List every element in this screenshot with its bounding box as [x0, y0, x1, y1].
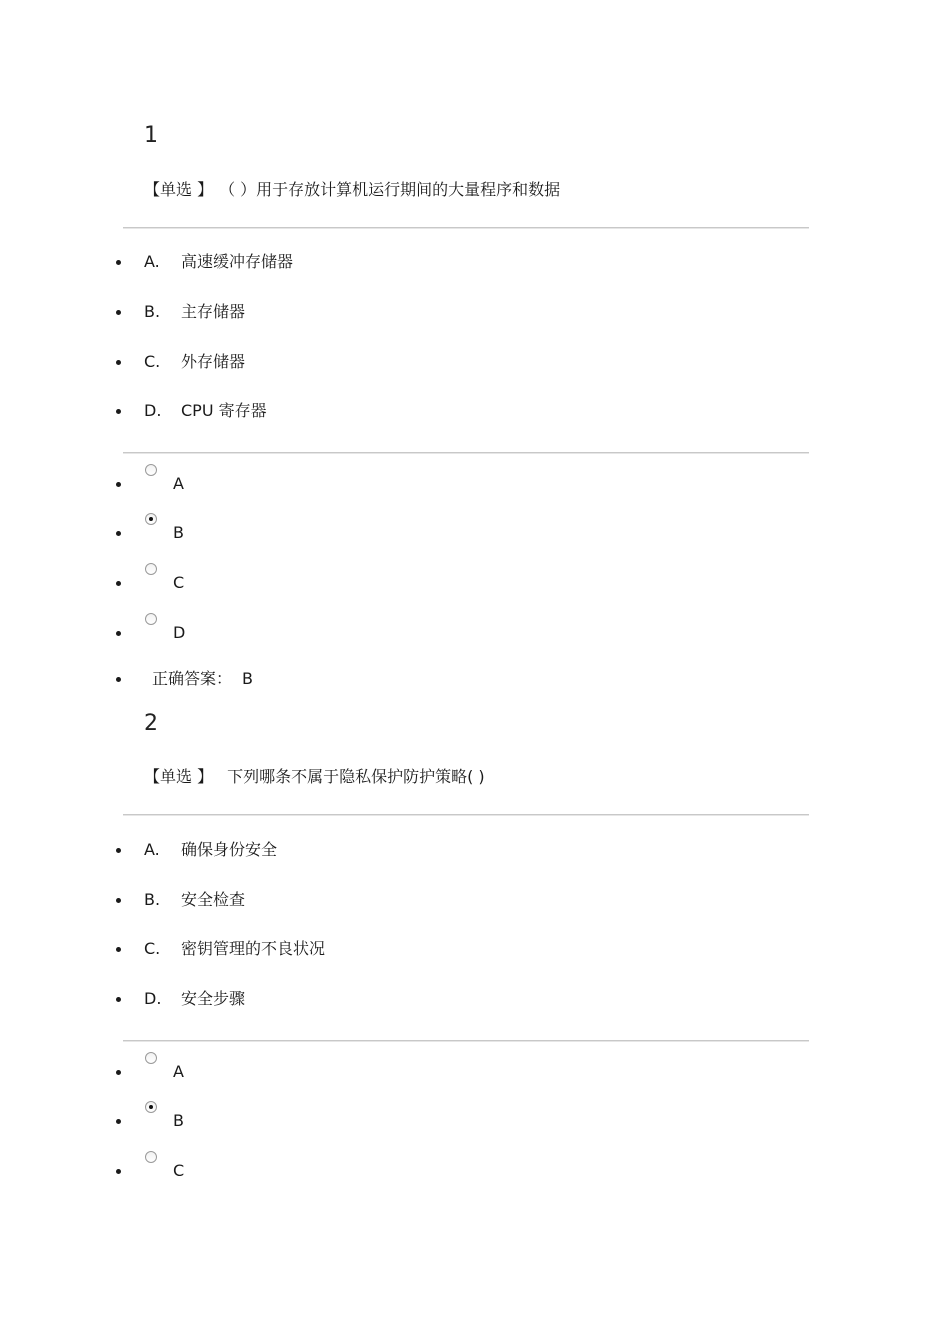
choice-label[interactable]: B: [173, 1111, 184, 1130]
question-type: 【单选 】: [144, 767, 214, 786]
bullet-icon: [116, 409, 121, 414]
question-stem: [144, 179, 560, 201]
radio-button-a[interactable]: [145, 464, 157, 476]
option-text: 密钥管理的不良状况: [181, 939, 326, 958]
option-letter: D.: [144, 401, 162, 420]
choice-item-a[interactable]: [0, 1061, 950, 1085]
question-text: 下列哪条不属于隐私保护防护策略( ): [227, 767, 485, 786]
correct-answer: [0, 668, 950, 692]
option-item-a: [0, 839, 950, 863]
question-number: 1: [144, 123, 158, 148]
choice-label[interactable]: A: [173, 1062, 184, 1081]
divider: [123, 1040, 809, 1042]
option-item-b: [0, 889, 950, 913]
choice-item-c[interactable]: [0, 572, 950, 596]
correct-answer-value: B: [242, 669, 253, 688]
radio-button-c[interactable]: [145, 1151, 157, 1163]
option-item-d: [0, 988, 950, 1012]
bullet-icon: [116, 310, 121, 315]
bullet-icon: [116, 360, 121, 365]
option-letter: C.: [144, 352, 161, 371]
option-text: 高速缓冲存储器: [181, 252, 294, 271]
bullet-icon: [116, 848, 121, 853]
bullet-icon: [116, 531, 121, 536]
radio-button-c[interactable]: [145, 563, 157, 575]
option-letter: B.: [144, 302, 161, 321]
option-item-b: [0, 301, 950, 325]
question-number: 2: [144, 711, 158, 736]
choice-item-b[interactable]: [0, 1110, 950, 1134]
bullet-icon: [116, 898, 121, 903]
option-letter: C.: [144, 939, 161, 958]
bullet-icon: [116, 1169, 121, 1174]
option-letter: A.: [144, 840, 160, 859]
question-stem: [144, 766, 485, 788]
choice-item-c[interactable]: [0, 1160, 950, 1184]
bullet-icon: [116, 482, 121, 487]
option-item-a: [0, 251, 950, 275]
option-text: 确保身份安全: [181, 840, 278, 859]
option-text: 安全步骤: [181, 989, 246, 1008]
bullet-icon: [116, 260, 121, 265]
bullet-icon: [116, 677, 121, 682]
option-letter: D.: [144, 989, 162, 1008]
choice-label[interactable]: B: [173, 523, 184, 542]
radio-button-b[interactable]: [145, 1101, 157, 1113]
choice-item-b[interactable]: [0, 522, 950, 546]
choice-label[interactable]: C: [173, 573, 185, 592]
option-item-d: [0, 400, 950, 424]
question-text: （ ）用于存放计算机运行期间的大量程序和数据: [227, 180, 561, 199]
choice-label[interactable]: D: [173, 623, 186, 642]
bullet-icon: [116, 1070, 121, 1075]
option-item-c: [0, 351, 950, 375]
radio-button-d[interactable]: [145, 613, 157, 625]
divider: [123, 227, 809, 229]
bullet-icon: [116, 581, 121, 586]
bullet-icon: [116, 997, 121, 1002]
option-text: 安全检查: [181, 890, 246, 909]
radio-button-b[interactable]: [145, 513, 157, 525]
bullet-icon: [116, 1119, 121, 1124]
choice-item-d[interactable]: [0, 622, 950, 646]
option-item-c: [0, 938, 950, 962]
divider: [123, 452, 809, 454]
option-text: 主存储器: [181, 302, 246, 321]
option-letter: B.: [144, 890, 161, 909]
choice-label[interactable]: C: [173, 1161, 185, 1180]
option-text: 外存储器: [181, 352, 246, 371]
choice-item-a[interactable]: [0, 473, 950, 497]
divider: [123, 814, 809, 816]
option-letter: A.: [144, 252, 160, 271]
radio-button-a[interactable]: [145, 1052, 157, 1064]
bullet-icon: [116, 631, 121, 636]
question-type: 【单选 】: [144, 180, 214, 199]
option-text: CPU 寄存器: [181, 401, 267, 420]
correct-answer-label: 正确答案：: [152, 669, 233, 688]
bullet-icon: [116, 947, 121, 952]
choice-label[interactable]: A: [173, 474, 184, 493]
